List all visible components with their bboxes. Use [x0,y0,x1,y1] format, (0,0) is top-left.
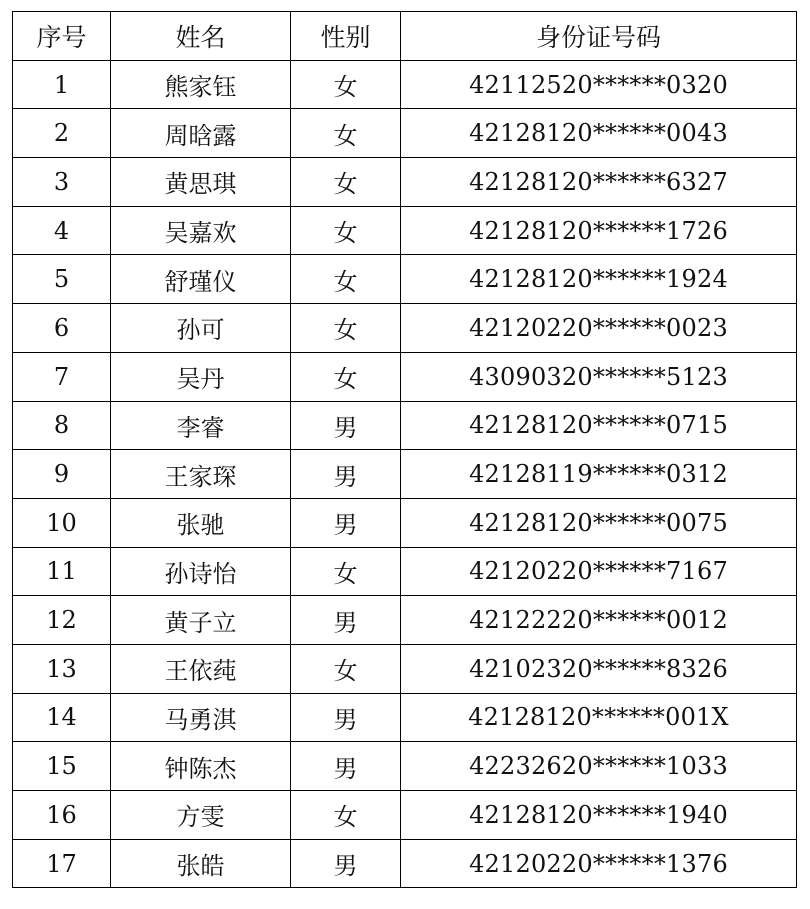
cell-name: 王家琛 [111,450,291,499]
cell-id-number: 42122220******0012 [401,596,797,645]
cell-gender: 男 [291,401,401,450]
cell-seq: 8 [13,401,111,450]
cell-name: 舒瑾仪 [111,255,291,304]
cell-name: 李睿 [111,401,291,450]
cell-seq: 11 [13,547,111,596]
cell-name: 吴丹 [111,352,291,401]
cell-gender: 女 [291,60,401,109]
cell-gender: 女 [291,547,401,596]
cell-seq: 9 [13,450,111,499]
header-name: 姓名 [111,12,291,61]
cell-seq: 15 [13,742,111,791]
cell-gender: 女 [291,255,401,304]
table-row [13,450,797,499]
table-row [13,304,797,353]
cell-gender: 女 [291,791,401,840]
table-row [13,791,797,840]
header-id-number: 身份证号码 [401,12,797,61]
cell-gender: 男 [291,839,401,888]
header-gender: 性别 [291,12,401,61]
table-row [13,742,797,791]
cell-name: 孙诗怡 [111,547,291,596]
cell-id-number: 42120220******1376 [401,839,797,888]
cell-seq: 10 [13,498,111,547]
cell-seq: 13 [13,644,111,693]
cell-gender: 女 [291,158,401,207]
cell-id-number: 42128120******0715 [401,401,797,450]
table-row [13,158,797,207]
cell-id-number: 42128120******001X [401,693,797,742]
cell-id-number: 42128120******0075 [401,498,797,547]
cell-gender: 男 [291,742,401,791]
cell-seq: 16 [13,791,111,840]
table-row [13,255,797,304]
cell-name: 张驰 [111,498,291,547]
table-row [13,206,797,255]
cell-name: 熊家钰 [111,60,291,109]
table-row [13,498,797,547]
cell-seq: 2 [13,109,111,158]
cell-gender: 女 [291,109,401,158]
cell-gender: 男 [291,596,401,645]
cell-name: 钟陈杰 [111,742,291,791]
header-seq: 序号 [13,12,111,61]
table-row [13,60,797,109]
cell-name: 吴嘉欢 [111,206,291,255]
cell-gender: 男 [291,693,401,742]
cell-id-number: 42128120******6327 [401,158,797,207]
cell-id-number: 42128120******0043 [401,109,797,158]
cell-gender: 男 [291,450,401,499]
cell-seq: 1 [13,60,111,109]
cell-seq: 5 [13,255,111,304]
cell-seq: 6 [13,304,111,353]
table-row [13,693,797,742]
cell-name: 方雯 [111,791,291,840]
table-body [13,60,797,888]
cell-id-number: 42120220******0023 [401,304,797,353]
table-row [13,839,797,888]
cell-name: 黄思琪 [111,158,291,207]
cell-id-number: 42128120******1924 [401,255,797,304]
table-row [13,109,797,158]
cell-gender: 女 [291,304,401,353]
table-row [13,401,797,450]
cell-id-number: 43090320******5123 [401,352,797,401]
cell-seq: 4 [13,206,111,255]
table-row [13,596,797,645]
roster-table [12,11,797,888]
cell-name: 王依莼 [111,644,291,693]
cell-gender: 女 [291,644,401,693]
cell-seq: 17 [13,839,111,888]
cell-seq: 3 [13,158,111,207]
cell-name: 周晗露 [111,109,291,158]
cell-id-number: 42112520******0320 [401,60,797,109]
cell-gender: 男 [291,498,401,547]
cell-gender: 女 [291,352,401,401]
cell-id-number: 42232620******1033 [401,742,797,791]
cell-name: 张皓 [111,839,291,888]
cell-seq: 14 [13,693,111,742]
cell-id-number: 42128120******1940 [401,791,797,840]
cell-id-number: 42102320******8326 [401,644,797,693]
cell-name: 黄子立 [111,596,291,645]
cell-seq: 7 [13,352,111,401]
table-row [13,352,797,401]
cell-gender: 女 [291,206,401,255]
cell-id-number: 42128120******1726 [401,206,797,255]
table-header [13,12,797,61]
cell-seq: 12 [13,596,111,645]
table-row [13,547,797,596]
table-row [13,644,797,693]
cell-name: 孙可 [111,304,291,353]
cell-id-number: 42128119******0312 [401,450,797,499]
cell-name: 马勇淇 [111,693,291,742]
cell-id-number: 42120220******7167 [401,547,797,596]
header-row [13,12,797,61]
